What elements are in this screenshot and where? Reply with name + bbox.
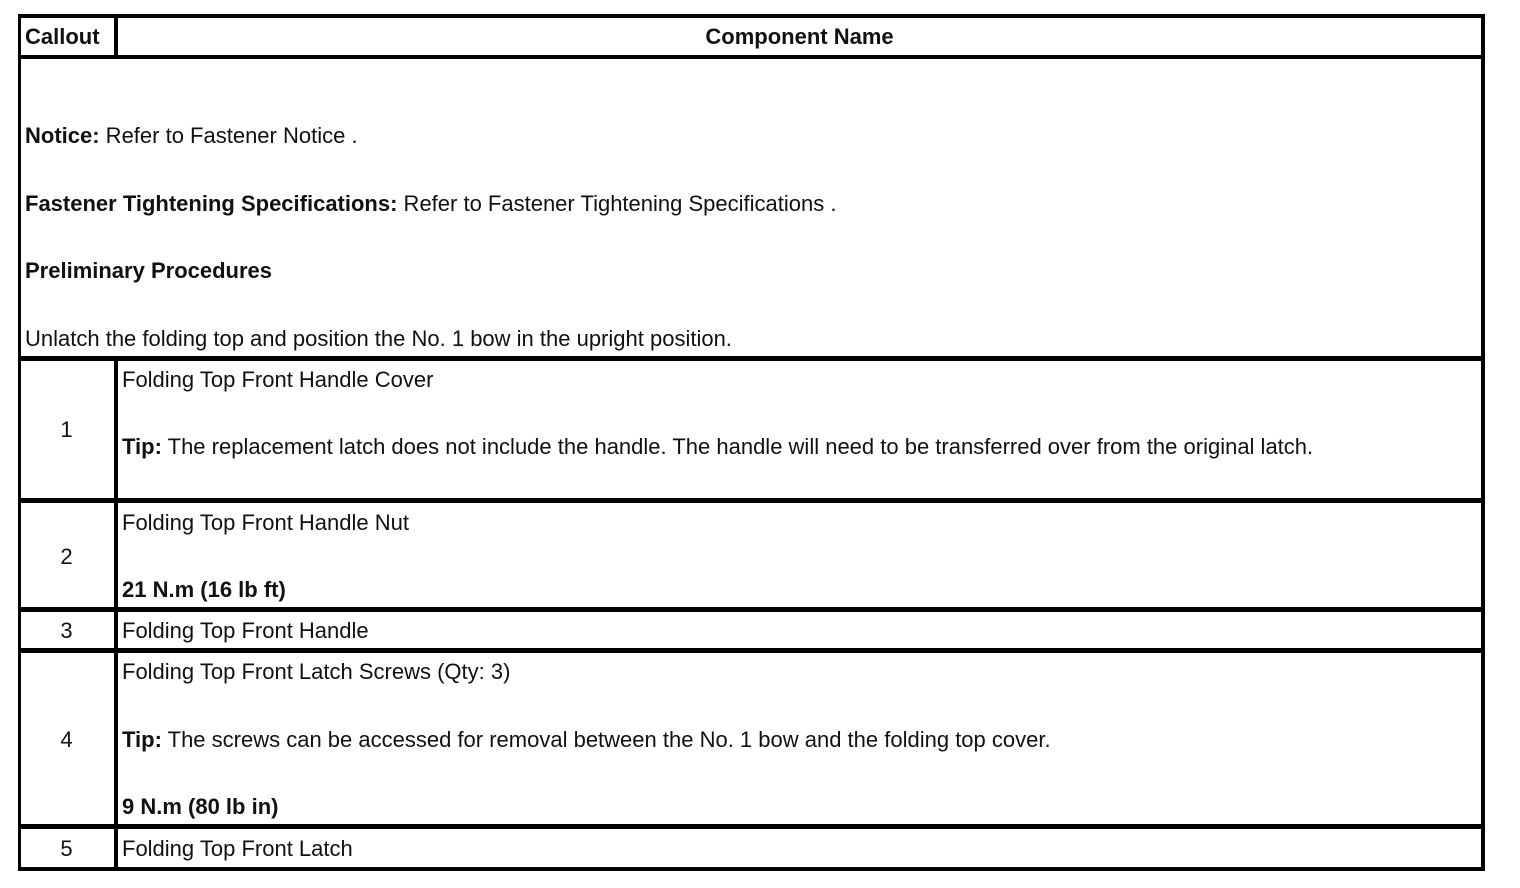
table-border-right bbox=[1481, 14, 1485, 871]
table-border-top bbox=[18, 14, 1485, 18]
row-4-callout: 4 bbox=[60, 727, 73, 752]
row-2-name: Folding Top Front Handle Nut bbox=[122, 510, 409, 535]
row-4-tip-text: The screws can be accessed for removal between the No. 1 bow and the folding top cover. bbox=[161, 727, 1051, 752]
spec-label: Fastener Tightening Specifications: bbox=[25, 191, 398, 216]
row-1-separator bbox=[18, 498, 1485, 503]
notice-text: Refer to Fastener Notice . bbox=[99, 123, 358, 148]
row-4-tip bbox=[122, 727, 1051, 753]
header-component-name: Component Name bbox=[705, 24, 894, 49]
row-3-separator bbox=[18, 648, 1485, 653]
row-3-callout: 3 bbox=[60, 618, 73, 643]
component-table bbox=[18, 14, 1485, 871]
row-2-callout: 2 bbox=[60, 544, 73, 569]
row-1-tip bbox=[122, 434, 1313, 460]
notice-line bbox=[25, 123, 358, 149]
preliminary-procedures-title: Preliminary Procedures bbox=[25, 258, 273, 283]
row-1-callout: 1 bbox=[60, 417, 73, 442]
row-5-name: Folding Top Front Latch bbox=[122, 836, 353, 861]
row-1-tip-label: Tip: bbox=[122, 434, 162, 459]
spec-line bbox=[25, 191, 836, 217]
row-1-tip-text: The replacement latch does not include the handle. The handle will need to be transferred over from the original latch. bbox=[161, 434, 1314, 459]
row-4-torque: 9 N.m (80 lb in) bbox=[122, 794, 279, 819]
row-3-name: Folding Top Front Handle bbox=[122, 618, 369, 643]
column-divider-rows bbox=[114, 359, 118, 871]
preliminary-instruction: Unlatch the folding top and position the No. 1 bow in the upright position. bbox=[25, 326, 732, 351]
row-4-separator bbox=[18, 824, 1485, 829]
header-separator bbox=[18, 55, 1485, 59]
row-1-name: Folding Top Front Handle Cover bbox=[122, 367, 434, 392]
row-4-name: Folding Top Front Latch Screws (Qty: 3) bbox=[122, 659, 511, 684]
row-2-separator bbox=[18, 607, 1485, 612]
row-4-tip-label: Tip: bbox=[122, 727, 162, 752]
table-border-bottom bbox=[18, 867, 1485, 871]
spec-text: Refer to Fastener Tightening Specifications . bbox=[397, 191, 837, 216]
preliminary-separator bbox=[18, 356, 1485, 361]
header-callout: Callout bbox=[25, 24, 100, 49]
row-2-torque: 21 N.m (16 lb ft) bbox=[122, 577, 286, 602]
notice-label: Notice: bbox=[25, 123, 100, 148]
row-5-callout: 5 bbox=[60, 836, 73, 861]
